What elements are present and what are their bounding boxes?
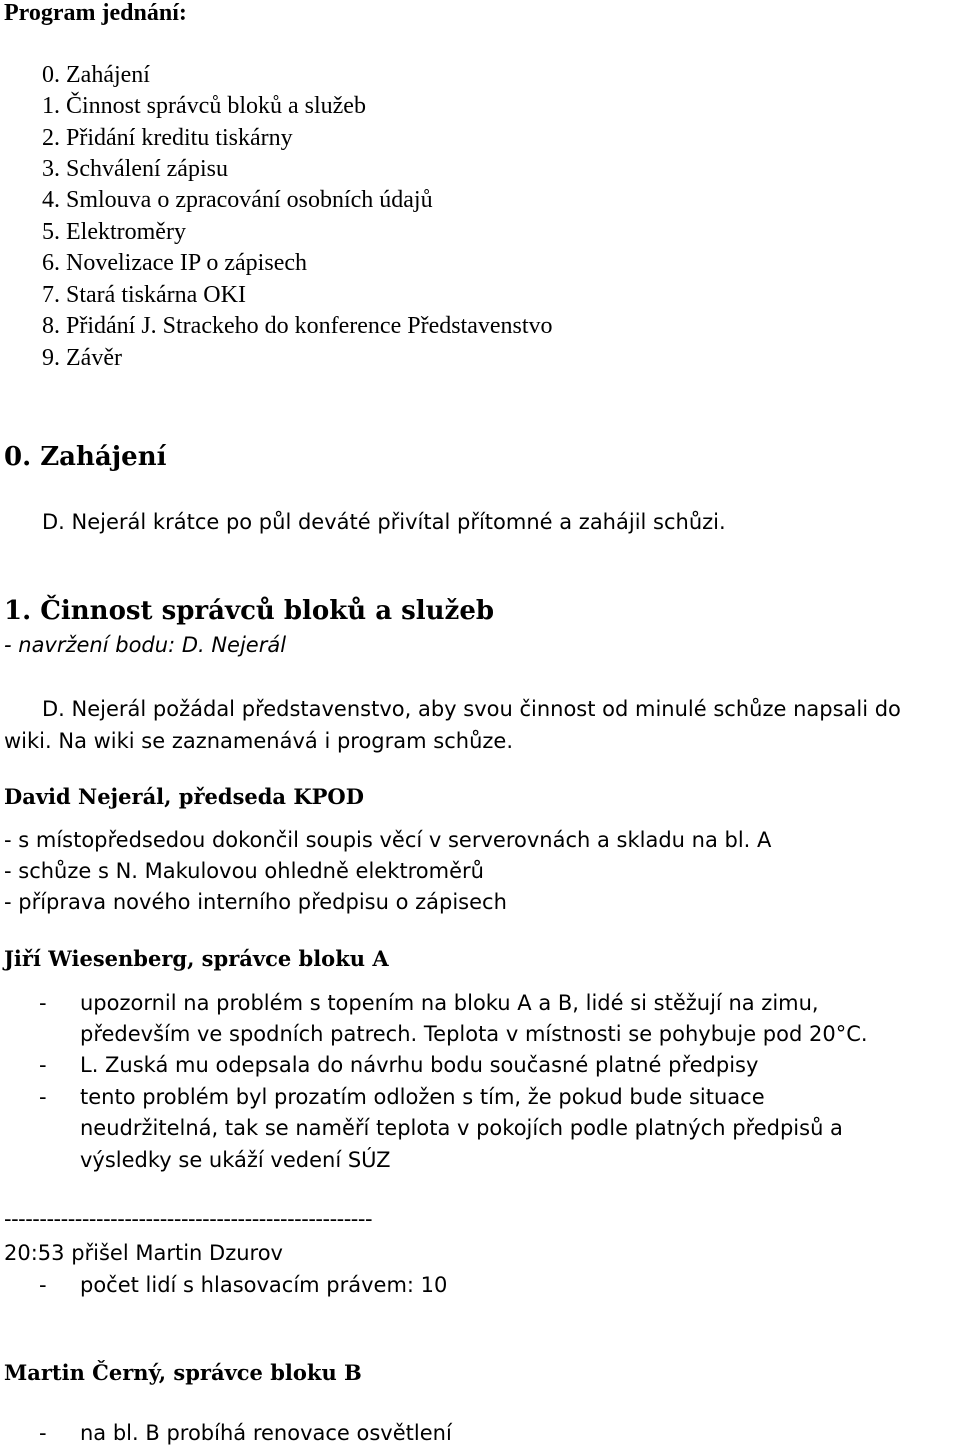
person-heading: Martin Černý, správce bloku B (4, 1360, 362, 1385)
agenda-item: 3. Schválení zápisu (42, 156, 228, 182)
list-item: - příprava nového interního předpisu o zápisech (4, 890, 507, 914)
agenda-item: 0. Zahájení (42, 62, 150, 88)
list-item: - schůze s N. Makulovou ohledně elektroměrů (4, 859, 484, 883)
agenda-item: 7. Stará tiskárna OKI (42, 282, 246, 308)
section-heading: 1. Činnost správců bloků a služeb (4, 596, 495, 626)
person-heading: David Nejerál, předseda KPOD (4, 784, 364, 809)
agenda-item: 8. Přidání J. Strackeho do konference Představenstvo (42, 313, 553, 339)
list-item: L. Zuská mu odepsala do návrhu bodu současné platné předpisy (80, 1053, 759, 1077)
section-text: wiki. Na wiki se zaznamenává i program schůze. (4, 729, 513, 753)
arrival-note: 20:53 přišel Martin Dzurov (4, 1241, 283, 1265)
list-item: na bl. B probíhá renovace osvětlení (80, 1421, 452, 1445)
person-heading: Jiří Wiesenberg, správce bloku A (4, 946, 389, 971)
section-text: D. Nejerál krátce po půl deváté přivítal přítomné a zahájil schůzi. (42, 510, 726, 534)
separator-line: ---------------------------------------------------- (4, 1207, 373, 1231)
proposer-note: - navržení bodu: D. Nejerál (4, 633, 287, 657)
agenda-item: 1. Činnost správců bloků a služeb (42, 93, 366, 119)
agenda-item: 2. Přidání kreditu tiskárny (42, 125, 293, 151)
bullet-dash: - (39, 991, 47, 1015)
list-item: - s místopředsedou dokončil soupis věcí v serverovnách a skladu na bl. A (4, 828, 772, 852)
bullet-dash: - (39, 1053, 47, 1077)
list-item-continuation: neudržitelná, tak se naměří teplota v pokojích podle platných předpisů a (80, 1116, 843, 1140)
section-heading: 0. Zahájení (4, 442, 167, 472)
list-item-continuation: především ve spodních patrech. Teplota v místnosti se pohybuje pod 20°C. (80, 1022, 868, 1046)
agenda-item: 4. Smlouva o zpracování osobních údajů (42, 187, 433, 213)
agenda-item: 6. Novelizace IP o zápisech (42, 250, 307, 276)
list-item: tento problém byl prozatím odložen s tím, že pokud bude situace (80, 1085, 765, 1109)
list-item-continuation: výsledky se ukáží vedení SÚZ (80, 1148, 391, 1172)
bullet-dash: - (39, 1085, 47, 1109)
page-header: Program jednání: (4, 0, 187, 26)
agenda-item: 5. Elektroměry (42, 219, 186, 245)
list-item: upozornil na problém s topením na bloku A a B, lidé si stěžují na zimu, (80, 991, 819, 1015)
agenda-item: 9. Závěr (42, 345, 122, 371)
bullet-dash: - (39, 1421, 47, 1445)
list-item: počet lidí s hlasovacím právem: 10 (80, 1273, 448, 1297)
section-text: D. Nejerál požádal představenstvo, aby svou činnost od minulé schůze napsali do (42, 697, 901, 721)
bullet-dash: - (39, 1273, 47, 1297)
